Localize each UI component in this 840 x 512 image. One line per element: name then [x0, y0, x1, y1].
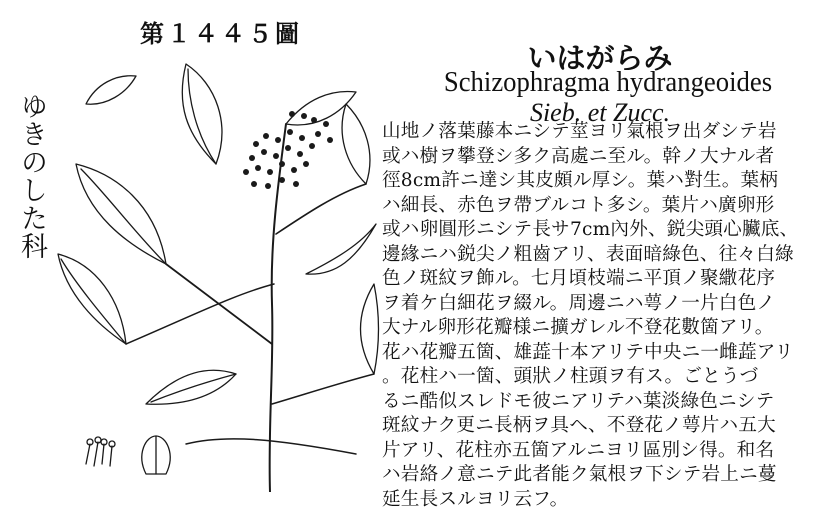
- description-line: 大ナル卵形花瓣様ニ擴ガレル不登花數箇アリ。: [382, 316, 834, 341]
- description-line: 花ハ花瓣五箇、雄蕋十本アリテ中央ニ一雌蕋アリ: [382, 341, 834, 366]
- family-label: ゆきのした科: [6, 92, 46, 260]
- description-line: ハ細長、赤色ヲ帶ブルコト多シ。葉片ハ廣卵形: [382, 194, 834, 219]
- description-line: ハ岩絡ノ意ニテ此者能ク氣根ヲ下シテ岩上ニ蔓: [382, 463, 834, 488]
- description-text: [382, 120, 834, 512]
- description-line: 延生長スルヨリ云フ。: [382, 488, 834, 512]
- description-line: 色ノ斑紋ヲ飾ル。七月頃枝端ニ平頂ノ聚繖花序: [382, 267, 834, 292]
- description-line: 片アリ、花柱亦五箇アルニヨリ區別シ得。和名: [382, 439, 834, 464]
- description-line: 。花柱ハ一箇、頭狀ノ柱頭ヲ有ス。ごとうづ: [382, 365, 834, 390]
- flower-cluster: [243, 111, 333, 189]
- description-line: 斑紋ナク更ニ長柄ヲ具ヘ、不登花ノ萼片ハ五大: [382, 414, 834, 439]
- description-line: るニ酷似スレドモ彼ニアリテハ葉淡綠色ニシテ: [382, 390, 834, 415]
- description-line: 徑8cm許ニ達シ其皮頗ル厚シ。葉ハ對生。葉柄: [382, 169, 834, 194]
- leaf-group: [58, 64, 379, 404]
- flower-detail: [86, 436, 170, 474]
- figure-number: 第１４４５圖: [140, 14, 300, 49]
- description-line: ヲ着ケ白細花ヲ綴ル。周邊ニハ萼ノ一片白色ノ: [382, 292, 834, 317]
- description-line: 邊緣ニハ鋭尖ノ粗齒アリ、表面暗綠色、往々白綠: [382, 243, 834, 268]
- plant-illustration: [56, 44, 380, 492]
- description-line: 或ハ樹ヲ攀登シ多ク高處ニ至ル。幹ノ大ナル者: [382, 145, 834, 170]
- description-line: 山地ノ落葉藤本ニシテ莖ヨリ氣根ヲ出ダシテ岩: [382, 120, 834, 145]
- authority: Sieb. et Zucc.: [470, 98, 730, 128]
- japanese-name: いはがらみ: [500, 36, 700, 77]
- scientific-name: Schizophragma hydrangeoides: [424, 66, 792, 99]
- description-line: 或ハ卵圓形ニシテ長サ7cm內外、鋭尖頭心臟底、: [382, 218, 834, 243]
